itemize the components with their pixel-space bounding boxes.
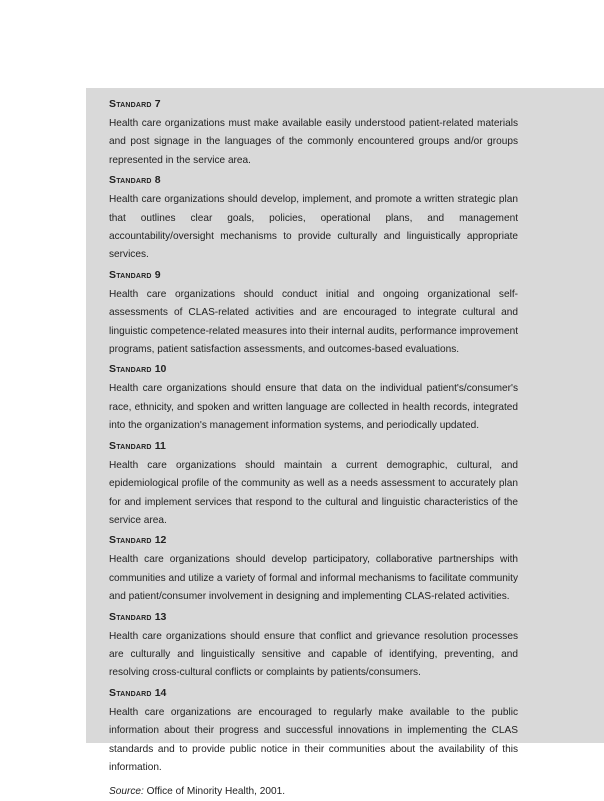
standard-label: Standard [109,174,152,187]
standard-number: 10 [154,363,167,376]
standard-number: 8 [154,174,161,187]
standard-text: Health care organizations should develop, implement, and promote a written strategic plan that outlines clear goals, policies, operational plans, and management accountability/oversight mechanisms to provide culturally and linguistically appropriate services. [109,194,518,261]
standard-label: Standard [109,439,152,452]
standard-label: Standard [109,686,152,699]
standard-heading [109,439,518,454]
standard-text: Health care organizations should develop participatory, collaborative partnerships with communities and utilize a variety of formal and informal mechanisms to facilitate community and patient/consumer involvement in designing and implementing CLAS-related activities. [109,554,518,603]
standard-text: Health care organizations should maintain a current demographic, cultural, and epidemiological profile of the community as well as a needs assessment to accurately plan for and implement services that respond to the cultural and linguistic characteristics of the service area. [109,459,518,526]
standard-text: Health care organizations are encouraged to regularly make available to the public information about their progress and successful innovations in implementing the CLAS standards and to provide public notice in their communities about the availability of this information. [109,706,518,773]
standard-text: Health care organizations should ensure that conflict and grievance resolution processes are culturally and linguistically sensitive and capable of identifying, preventing, and resolving cross-cultural conflicts or complaints by patients/consumers. [109,630,518,679]
source-text: Office of Minority Health, 2001. [146,786,285,798]
source-label: Source: [109,786,144,798]
standard-block [109,533,518,606]
standard-heading [109,686,518,701]
standard-heading [109,173,518,188]
standard-block [109,439,518,531]
standard-number: 9 [154,268,161,281]
standard-number: 11 [154,439,166,452]
standard-text: Health care organizations should ensure that data on the individual patient's/consumer's race, ethnicity, and spoken and written language are collected in health records, integrated into the organization's management information systems, and periodically updated. [109,383,518,432]
standard-heading [109,268,518,283]
standard-text: Health care organizations should conduct initial and ongoing organizational self-assessments of CLAS-related activities and are encouraged to integrate cultural and linguistic competence-related measures into their internal audits, performance improvement programs, patient satisfaction assessments, and outcomes-based evaluations. [109,288,518,356]
standard-label: Standard [109,363,152,376]
standard-label: Standard [109,610,152,623]
standard-label: Standard [109,268,152,281]
standard-block [109,362,518,435]
standard-block [109,686,518,778]
standard-label: Standard [109,534,152,547]
standard-text: Health care organizations must make available easily understood patient-related materials and post signage in the languages of the commonly encountered groups and/or groups represented in the service area. [109,118,518,166]
standard-heading [109,362,518,377]
source-citation [109,783,518,801]
standard-block [109,173,518,265]
standard-heading [109,533,518,548]
standards-content [109,97,518,801]
standard-number: 13 [154,610,167,623]
standard-number: 12 [154,534,167,547]
standard-number: 7 [154,98,161,110]
standard-heading [109,610,518,625]
standard-label: Standard [109,98,152,110]
standard-block [109,97,518,170]
standard-block [109,268,518,360]
standard-heading [109,97,518,112]
standard-block [109,610,518,683]
standard-number: 14 [154,686,167,699]
